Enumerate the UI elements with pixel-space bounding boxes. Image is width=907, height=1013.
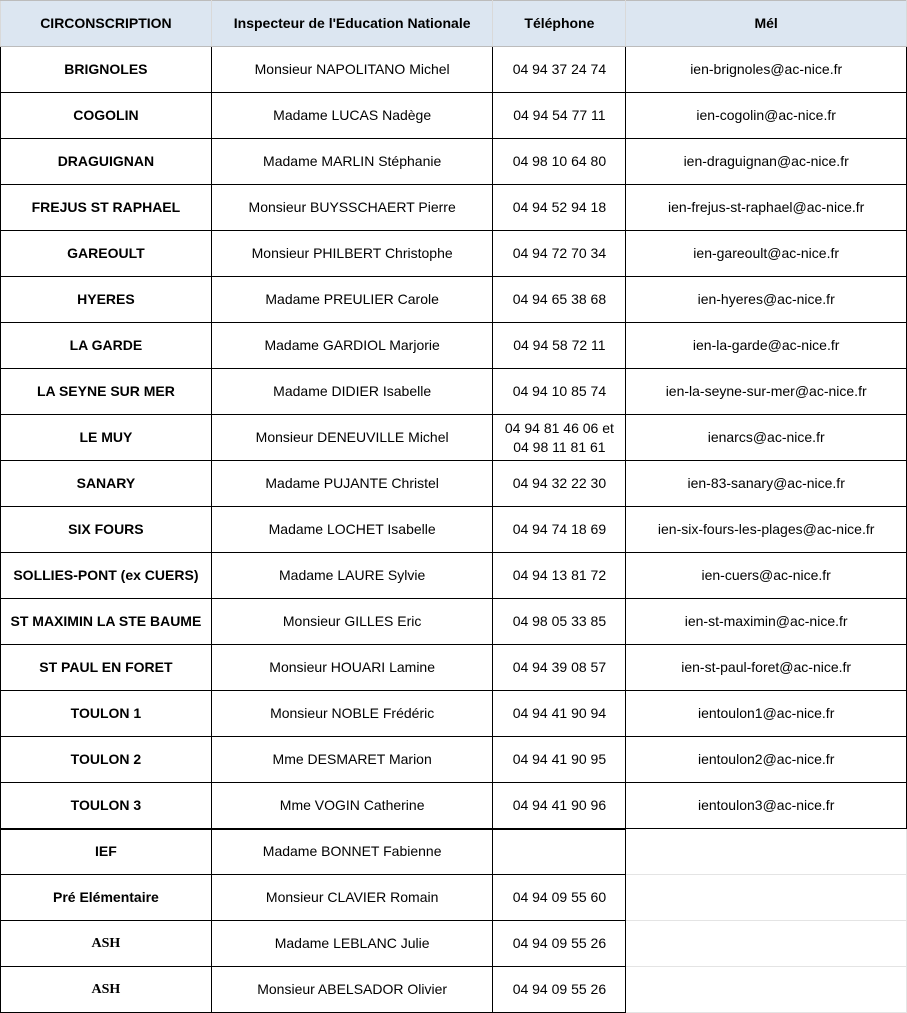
telephone-cell: 04 94 41 90 94 — [493, 691, 626, 737]
telephone-cell: 04 94 09 55 26 — [493, 921, 626, 967]
email-cell: ien-83-sanary@ac-nice.fr — [626, 461, 907, 507]
table-row — [1, 507, 907, 553]
inspecteur-cell: Monsieur PHILBERT Christophe — [211, 231, 493, 277]
telephone-cell: 04 94 58 72 11 — [493, 323, 626, 369]
circonscription-cell: LE MUY — [1, 415, 212, 461]
table-row — [1, 323, 907, 369]
telephone-cell: 04 94 41 90 95 — [493, 737, 626, 783]
inspecteur-cell: Madame LEBLANC Julie — [211, 921, 493, 967]
email-cell: ien-six-fours-les-plages@ac-nice.fr — [626, 507, 907, 553]
email-cell: ien-st-maximin@ac-nice.fr — [626, 599, 907, 645]
telephone-cell: 04 94 52 94 18 — [493, 185, 626, 231]
inspecteur-cell: Monsieur NAPOLITANO Michel — [211, 47, 493, 93]
circonscription-cell: COGOLIN — [1, 93, 212, 139]
circonscription-cell: ST PAUL EN FORET — [1, 645, 212, 691]
telephone-cell: 04 94 54 77 11 — [493, 93, 626, 139]
email-cell: ien-gareoult@ac-nice.fr — [626, 231, 907, 277]
inspecteur-cell: Madame DIDIER Isabelle — [211, 369, 493, 415]
inspecteur-cell: Monsieur HOUARI Lamine — [211, 645, 493, 691]
circonscription-cell: ASH — [1, 967, 212, 1013]
circonscription-cell: LA GARDE — [1, 323, 212, 369]
email-cell: ientoulon2@ac-nice.fr — [626, 737, 907, 783]
circonscription-cell: TOULON 2 — [1, 737, 212, 783]
table-row — [1, 737, 907, 783]
telephone-cell — [493, 829, 626, 875]
circonscription-cell: GAREOULT — [1, 231, 212, 277]
telephone-cell: 04 98 10 64 80 — [493, 139, 626, 185]
table-row — [1, 553, 907, 599]
email-cell: ien-draguignan@ac-nice.fr — [626, 139, 907, 185]
table-row — [1, 415, 907, 461]
telephone-cell: 04 94 74 18 69 — [493, 507, 626, 553]
inspecteur-cell: Madame LAURE Sylvie — [211, 553, 493, 599]
email-cell: ien-brignoles@ac-nice.fr — [626, 47, 907, 93]
header-inspecteur: Inspecteur de l'Education Nationale — [211, 1, 493, 47]
telephone-cell — [493, 415, 626, 461]
inspecteur-cell: Madame GARDIOL Marjorie — [211, 323, 493, 369]
inspecteur-cell: Madame MARLIN Stéphanie — [211, 139, 493, 185]
inspecteur-cell: Monsieur BUYSSCHAERT Pierre — [211, 185, 493, 231]
table-row — [1, 93, 907, 139]
email-cell-empty — [626, 875, 907, 921]
inspecteur-cell: Monsieur GILLES Eric — [211, 599, 493, 645]
table-row — [1, 691, 907, 737]
telephone-cell: 04 94 65 38 68 — [493, 277, 626, 323]
inspecteur-cell: Madame PUJANTE Christel — [211, 461, 493, 507]
circonscription-cell: DRAGUIGNAN — [1, 139, 212, 185]
header-row — [1, 1, 907, 47]
circonscription-cell: ASH — [1, 921, 212, 967]
inspecteur-cell: Monsieur ABELSADOR Olivier — [211, 967, 493, 1013]
table-row — [1, 231, 907, 277]
inspecteur-cell: Monsieur NOBLE Frédéric — [211, 691, 493, 737]
telephone-cell: 04 94 41 90 96 — [493, 783, 626, 829]
telephone-cell: 04 94 32 22 30 — [493, 461, 626, 507]
inspecteur-cell: Monsieur DENEUVILLE Michel — [211, 415, 493, 461]
table-row — [1, 783, 907, 829]
email-cell: ienarcs@ac-nice.fr — [626, 415, 907, 461]
email-cell: ien-la-garde@ac-nice.fr — [626, 323, 907, 369]
email-cell: ien-hyeres@ac-nice.fr — [626, 277, 907, 323]
circonscription-cell: SANARY — [1, 461, 212, 507]
circonscription-cell: SOLLIES-PONT (ex CUERS) — [1, 553, 212, 599]
table-row — [1, 599, 907, 645]
telephone-cell: 04 94 39 08 57 — [493, 645, 626, 691]
email-cell: ien-cuers@ac-nice.fr — [626, 553, 907, 599]
telephone-cell: 04 94 13 81 72 — [493, 553, 626, 599]
telephone-cell: 04 94 10 85 74 — [493, 369, 626, 415]
circonscription-cell: TOULON 1 — [1, 691, 212, 737]
table-row — [1, 47, 907, 93]
inspecteur-cell: Monsieur CLAVIER Romain — [211, 875, 493, 921]
circonscription-cell: Pré Elémentaire — [1, 875, 212, 921]
email-cell: ientoulon1@ac-nice.fr — [626, 691, 907, 737]
table-row — [1, 461, 907, 507]
inspecteur-cell: Madame LUCAS Nadège — [211, 93, 493, 139]
header-mel: Mél — [626, 1, 907, 47]
telephone-line-2: 04 98 11 81 61 — [513, 438, 606, 455]
table-row — [1, 645, 907, 691]
table-row — [1, 369, 907, 415]
header-telephone: Téléphone — [493, 1, 626, 47]
inspecteur-cell: Madame BONNET Fabienne — [211, 829, 493, 875]
header-circonscription: CIRCONSCRIPTION — [1, 1, 212, 47]
circonscription-cell: TOULON 3 — [1, 783, 212, 829]
telephone-line-1: 04 94 81 46 06 et — [504, 419, 614, 436]
telephone-cell: 04 94 72 70 34 — [493, 231, 626, 277]
email-cell-empty — [626, 921, 907, 967]
circonscription-cell: BRIGNOLES — [1, 47, 212, 93]
inspecteur-cell: Mme DESMARET Marion — [211, 737, 493, 783]
email-cell: ientoulon3@ac-nice.fr — [626, 783, 907, 829]
telephone-cell: 04 98 05 33 85 — [493, 599, 626, 645]
table-row — [1, 967, 907, 1013]
email-cell-empty — [626, 829, 907, 875]
table-row — [1, 829, 907, 875]
telephone-cell: 04 94 09 55 26 — [493, 967, 626, 1013]
circonscription-cell: IEF — [1, 829, 212, 875]
table-row — [1, 875, 907, 921]
table-row — [1, 139, 907, 185]
telephone-cell: 04 94 09 55 60 — [493, 875, 626, 921]
inspecteur-cell: Madame LOCHET Isabelle — [211, 507, 493, 553]
email-cell: ien-st-paul-foret@ac-nice.fr — [626, 645, 907, 691]
inspecteur-cell: Mme VOGIN Catherine — [211, 783, 493, 829]
email-cell: ien-cogolin@ac-nice.fr — [626, 93, 907, 139]
email-cell-empty — [626, 967, 907, 1013]
circonscription-cell: ST MAXIMIN LA STE BAUME — [1, 599, 212, 645]
table-row — [1, 921, 907, 967]
circonscription-cell: SIX FOURS — [1, 507, 212, 553]
telephone-cell: 04 94 37 24 74 — [493, 47, 626, 93]
inspecteur-cell: Madame PREULIER Carole — [211, 277, 493, 323]
table-row — [1, 277, 907, 323]
email-cell: ien-la-seyne-sur-mer@ac-nice.fr — [626, 369, 907, 415]
circonscription-cell: HYERES — [1, 277, 212, 323]
email-cell: ien-frejus-st-raphael@ac-nice.fr — [626, 185, 907, 231]
table-row — [1, 185, 907, 231]
circonscription-cell: FREJUS ST RAPHAEL — [1, 185, 212, 231]
circonscription-cell: LA SEYNE SUR MER — [1, 369, 212, 415]
